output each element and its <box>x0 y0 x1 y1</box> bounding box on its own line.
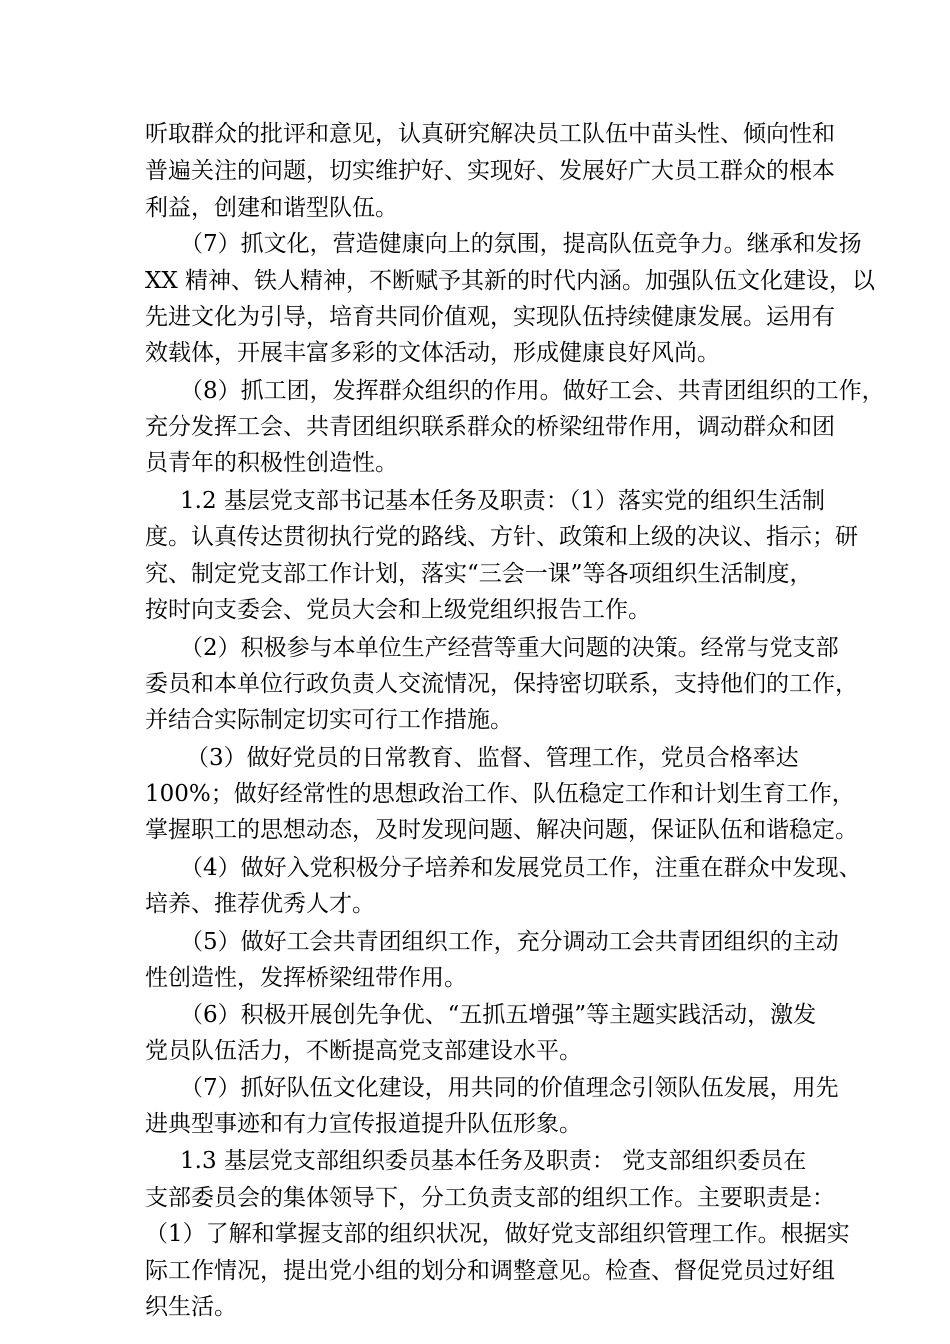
text-line: （5）做好工会共青团组织工作，充分调动工会共青团组织的主动 <box>180 929 839 955</box>
text-line: （4）做好入党积极分子培养和发展党员工作，注重在群众中发现、 <box>180 855 862 881</box>
text-line: 并结合实际制定切实可行工作措施。 <box>145 707 513 733</box>
text-line: 委员和本单位行政负责人交流情况，保持密切联系，支持他们的工作， <box>145 671 858 697</box>
text-line: 性创造性，发挥桥梁纽带作用。 <box>145 965 467 991</box>
text-line: 度。认真传达贯彻执行党的路线、方针、政策和上级的决议、指示；研 <box>145 524 858 550</box>
text-line: 际工作情况，提出党小组的划分和调整意见。检查、督促党员过好组 <box>145 1258 835 1284</box>
text-line: 充分发挥工会、共青团组织联系群众的桥梁纽带作用，调动群众和团 <box>145 414 835 440</box>
text-line: 效载体，开展丰富多彩的文体活动，形成健康良好风尚。 <box>145 340 720 366</box>
text-line: 按时向支委会、党员大会和上级党组织报告工作。 <box>145 597 651 623</box>
text-line: 先进文化为引导，培育共同价值观，实现队伍持续健康发展。运用有 <box>145 304 835 330</box>
text-line: 掌握职工的思想动态，及时发现问题、解决问题，保证队伍和谐稳定。 <box>145 817 858 843</box>
text-line: （8）抓工团，发挥群众组织的作用。做好工会、共青团组织的工作， <box>180 378 885 404</box>
text-line: （7）抓好队伍文化建设，用共同的价值理念引领队伍发展，用先 <box>180 1075 839 1101</box>
text-line: 普遍关注的问题，切实维护好、实现好、发展好广大员工群众的根本 <box>145 158 835 184</box>
text-line: （1）了解和掌握支部的组织状况，做好党支部组织管理工作。根据实 <box>145 1221 850 1247</box>
text-line: 究、制定党支部工作计划，落实“三会一课”等各项组织生活制度， <box>145 561 813 587</box>
text-line: 织生活。 <box>145 1294 237 1320</box>
text-line: 支部委员会的集体领导下，分工负责支部的组织工作。主要职责是： <box>145 1185 835 1211</box>
text-line: 员青年的积极性创造性。 <box>145 450 398 476</box>
text-line: 进典型事迹和有力宣传报道提升队伍形象。 <box>145 1111 582 1137</box>
text-line: 100%；做好经常性的思想政治工作、队伍稳定工作和计划生育工作， <box>145 781 855 807</box>
text-line: 培养、推荐优秀人才。 <box>145 891 375 917</box>
text-line: 党员队伍活力，不断提高党支部建设水平。 <box>145 1038 582 1064</box>
text-line: 听取群众的批评和意见，认真研究解决员工队伍中苗头性、倾向性和 <box>145 121 835 147</box>
text-line: 1.2 基层党支部书记基本任务及职责：（1）落实党的组织生活制 <box>180 488 826 514</box>
text-line: （7）抓文化，营造健康向上的氛围，提高队伍竞争力。继承和发扬 <box>180 231 862 257</box>
text-line: （2）积极参与本单位生产经营等重大问题的决策。经常与党支部 <box>180 635 839 661</box>
text-line: （3）做好党员的日常教育、监督、管理工作，党员合格率达 <box>186 745 799 771</box>
text-line: （6）积极开展创先争优、“五抓五增强”等主题实践活动，激发 <box>180 1002 817 1028</box>
text-line: 利益，创建和谐型队伍。 <box>145 195 398 221</box>
text-line: 1.3 基层党支部组织委员基本任务及职责： 党支部组织委员在 <box>180 1148 807 1174</box>
text-line: XX 精神、铁人精神，不断赋予其新的时代内涵。加强队伍文化建设，以 <box>145 268 876 294</box>
